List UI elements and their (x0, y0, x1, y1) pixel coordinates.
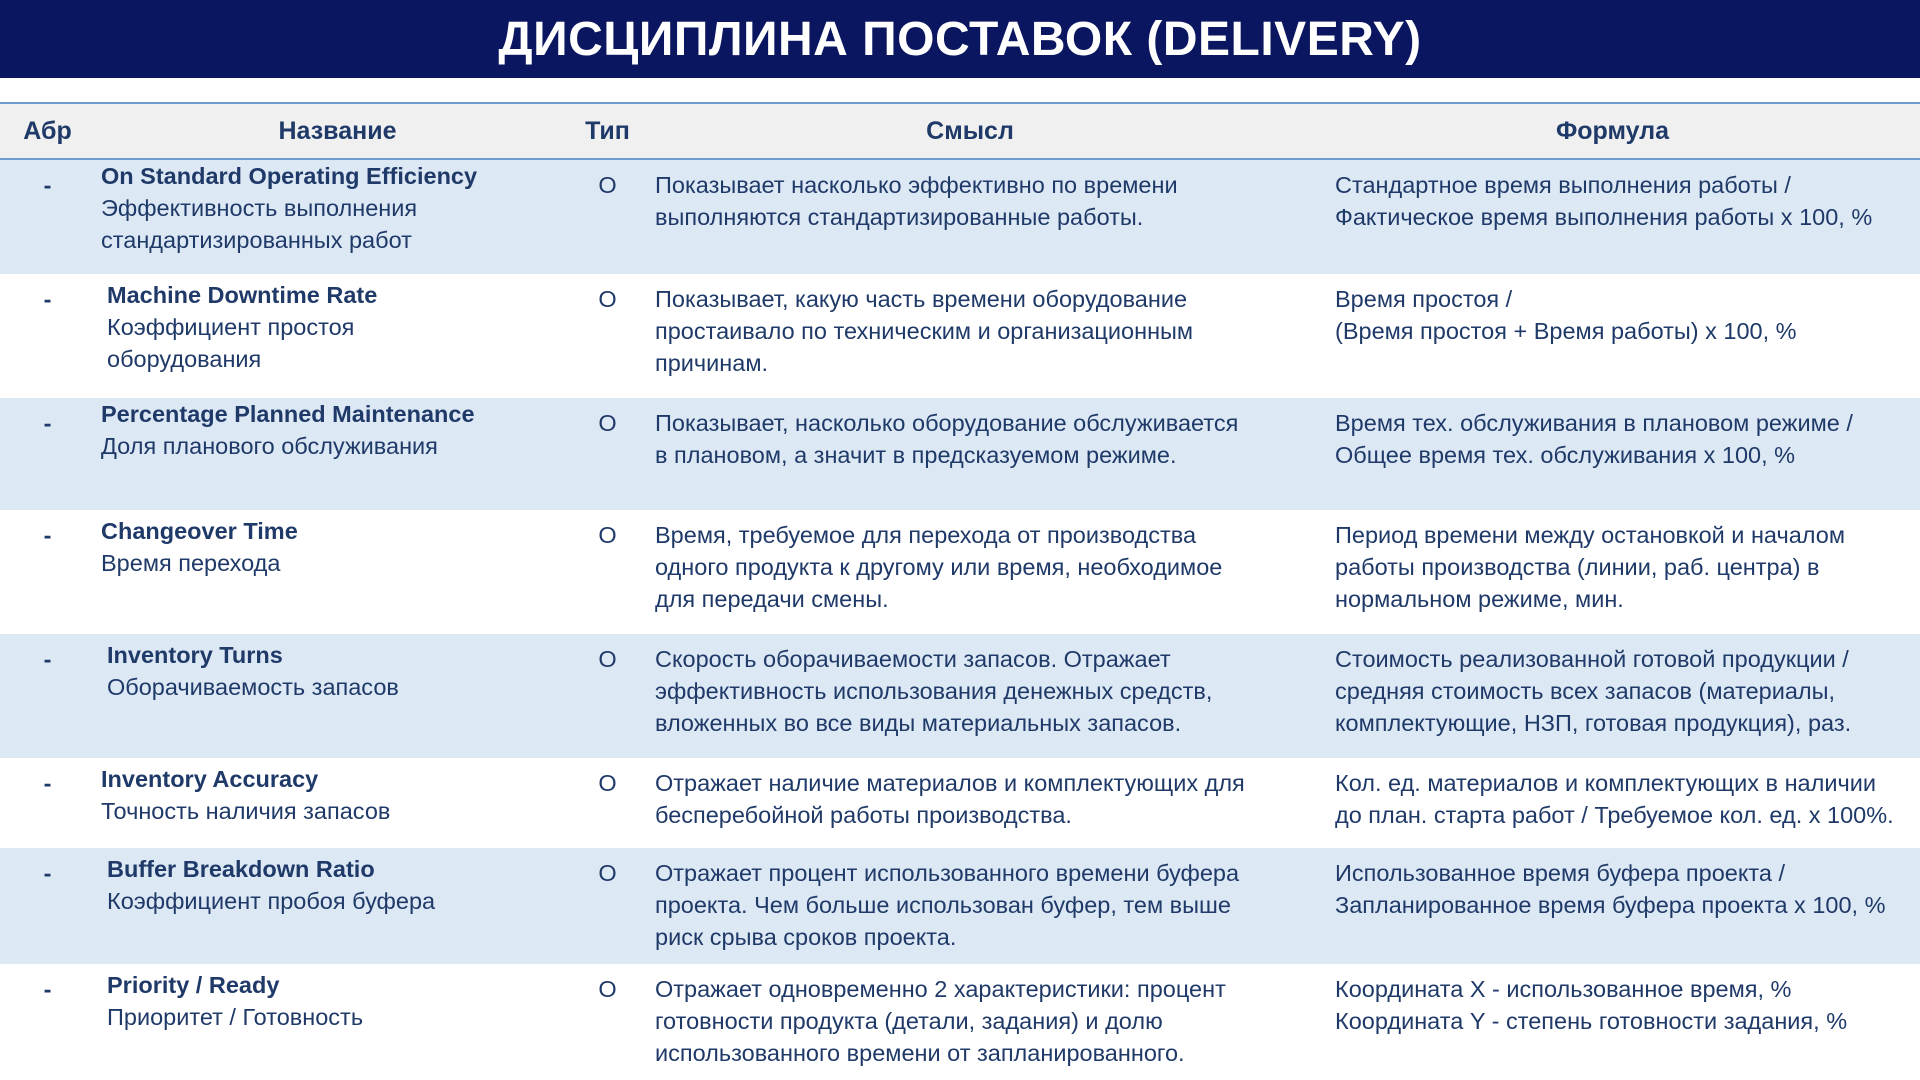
row-abbr: - (43, 860, 52, 886)
row-name (95, 398, 580, 510)
row-type: О (598, 410, 617, 436)
name-ru: Время перехода (101, 550, 281, 576)
row-name (95, 274, 580, 398)
table-row (0, 634, 1920, 758)
row-formula (1305, 274, 1920, 398)
meaning-line: проекта. Чем больше использован буфер, тем выше (655, 892, 1231, 918)
row-name (95, 758, 580, 848)
meaning-line: причинам. (655, 350, 769, 376)
name-en: Inventory Accuracy (101, 766, 319, 792)
meaning-line: выполняются стандартизированные работы. (655, 204, 1144, 230)
row-abbr: - (43, 172, 52, 198)
formula-line: Координата X - использованное время, % (1335, 976, 1792, 1002)
meaning-line: для передачи смены. (655, 586, 889, 612)
meaning-line: простаивало по техническим и организационным (655, 318, 1194, 344)
meaning-line: Время, требуемое для перехода от производства (655, 522, 1197, 548)
formula-line: нормальном режиме, мин. (1335, 586, 1624, 612)
title-bar (0, 0, 1920, 78)
formula-line: Координата Y - степень готовности задания, % (1335, 1008, 1848, 1034)
meaning-line: Отражает наличие материалов и комплектующих для (655, 770, 1245, 796)
header-meaning: Смысл (926, 116, 1014, 145)
formula-line: комплектующие, НЗП, готовая продукция), раз. (1335, 710, 1852, 736)
row-meaning (635, 510, 1305, 634)
header-type: Тип (585, 116, 630, 145)
meaning-line: бесперебойной работы производства. (655, 802, 1072, 828)
row-type: О (598, 770, 617, 796)
meaning-line: риск срыва сроков проекта. (655, 924, 957, 950)
row-abbr: - (43, 286, 52, 312)
row-abbr: - (43, 976, 52, 1002)
table-row (0, 510, 1920, 634)
row-meaning (635, 848, 1305, 964)
row-meaning (635, 634, 1305, 758)
row-formula (1305, 848, 1920, 964)
formula-line: Использованное время буфера проекта / (1335, 860, 1786, 886)
row-formula (1305, 758, 1920, 848)
name-en: Priority / Ready (107, 972, 280, 998)
formula-line: до план. старта работ / Требуемое кол. ед. х 100%. (1335, 802, 1894, 828)
meaning-line: Показывает насколько эффективно по времени (655, 172, 1178, 198)
table-header-row (0, 104, 1920, 160)
formula-line: Время простоя / (1335, 286, 1513, 312)
kpi-table (0, 102, 1920, 1079)
row-abbr: - (43, 410, 52, 436)
meaning-line: Отражает одновременно 2 характеристики: процент (655, 976, 1226, 1002)
name-ru: оборудования (107, 346, 262, 372)
name-ru: Приоритет / Готовность (107, 1004, 364, 1030)
formula-line: Фактическое время выполнения работы х 100, % (1335, 204, 1873, 230)
header-abbr: Абр (23, 116, 72, 145)
meaning-line: вложенных во все виды материальных запасов. (655, 710, 1182, 736)
row-name (95, 510, 580, 634)
row-name (95, 160, 580, 274)
table-row (0, 274, 1920, 398)
meaning-line: готовности продукта (детали, задания) и долю (655, 1008, 1163, 1034)
meaning-line: одного продукта к другому или время, необходимое (655, 554, 1223, 580)
row-type: О (598, 522, 617, 548)
row-abbr: - (43, 770, 52, 796)
row-meaning (635, 274, 1305, 398)
row-type: О (598, 976, 617, 1002)
page-title: ДИСЦИПЛИНА ПОСТАВОК (DELIVERY) (498, 12, 1422, 66)
row-meaning (635, 398, 1305, 510)
name-ru: стандартизированных работ (101, 227, 412, 253)
table-row (0, 160, 1920, 274)
name-ru: Коэффициент пробоя буфера (107, 888, 436, 914)
name-ru: Доля планового обслуживания (101, 433, 438, 459)
row-formula (1305, 510, 1920, 634)
row-abbr: - (43, 646, 52, 672)
meaning-line: Показывает, какую часть времени оборудование (655, 286, 1188, 312)
formula-line: Кол. ед. материалов и комплектующих в наличии (1335, 770, 1876, 796)
row-meaning (635, 160, 1305, 274)
row-type: О (598, 860, 617, 886)
meaning-line: Отражает процент использованного времени буфера (655, 860, 1240, 886)
header-formula: Формула (1555, 116, 1670, 145)
row-name (95, 634, 580, 758)
name-en: Changeover Time (101, 518, 298, 544)
row-meaning (635, 964, 1305, 1079)
formula-line: Стандартное время выполнения работы / (1335, 172, 1791, 198)
formula-line: средняя стоимость всех запасов (материалы, (1335, 678, 1836, 704)
name-en: Percentage Planned Maintenance (101, 401, 475, 427)
row-formula (1305, 964, 1920, 1079)
row-formula (1305, 634, 1920, 758)
row-formula (1305, 398, 1920, 510)
row-name (95, 964, 580, 1079)
formula-line: Стоимость реализованной готовой продукции / (1335, 646, 1849, 672)
name-en: Machine Downtime Rate (107, 282, 378, 308)
name-ru: Оборачиваемость запасов (107, 674, 399, 700)
name-en: On Standard Operating Efficiency (101, 163, 478, 189)
meaning-line: использованного времени от запланированного. (655, 1040, 1185, 1066)
formula-line: Время тех. обслуживания в плановом режиме / (1335, 410, 1853, 436)
name-ru: Точность наличия запасов (101, 798, 391, 824)
meaning-line: в плановом, а значит в предсказуемом режиме. (655, 442, 1177, 468)
row-type: О (598, 172, 617, 198)
row-type: О (598, 646, 617, 672)
table-row (0, 398, 1920, 510)
formula-line: работы производства (линии, раб. центра) в (1335, 554, 1820, 580)
row-meaning (635, 758, 1305, 848)
formula-line: Общее время тех. обслуживания х 100, % (1335, 442, 1796, 468)
meaning-line: эффективность использования денежных средств, (655, 678, 1213, 704)
header-name: Название (278, 116, 397, 145)
row-formula (1305, 160, 1920, 274)
name-en: Inventory Turns (107, 642, 283, 668)
row-name (95, 848, 580, 964)
name-en: Buffer Breakdown Ratio (107, 856, 375, 882)
table-row (0, 758, 1920, 848)
row-type: О (598, 286, 617, 312)
table-row (0, 848, 1920, 964)
row-abbr: - (43, 522, 52, 548)
meaning-line: Показывает, насколько оборудование обслуживается (655, 410, 1239, 436)
table-row (0, 964, 1920, 1079)
meaning-line: Скорость оборачиваемости запасов. Отражает (655, 646, 1171, 672)
name-ru: Эффективность выполнения (101, 195, 418, 221)
formula-line: Период времени между остановкой и началом (1335, 522, 1846, 548)
formula-line: (Время простоя + Время работы) х 100, % (1335, 318, 1797, 344)
name-ru: Коэффициент простоя (107, 314, 355, 340)
formula-line: Запланированное время буфера проекта х 100, % (1335, 892, 1886, 918)
